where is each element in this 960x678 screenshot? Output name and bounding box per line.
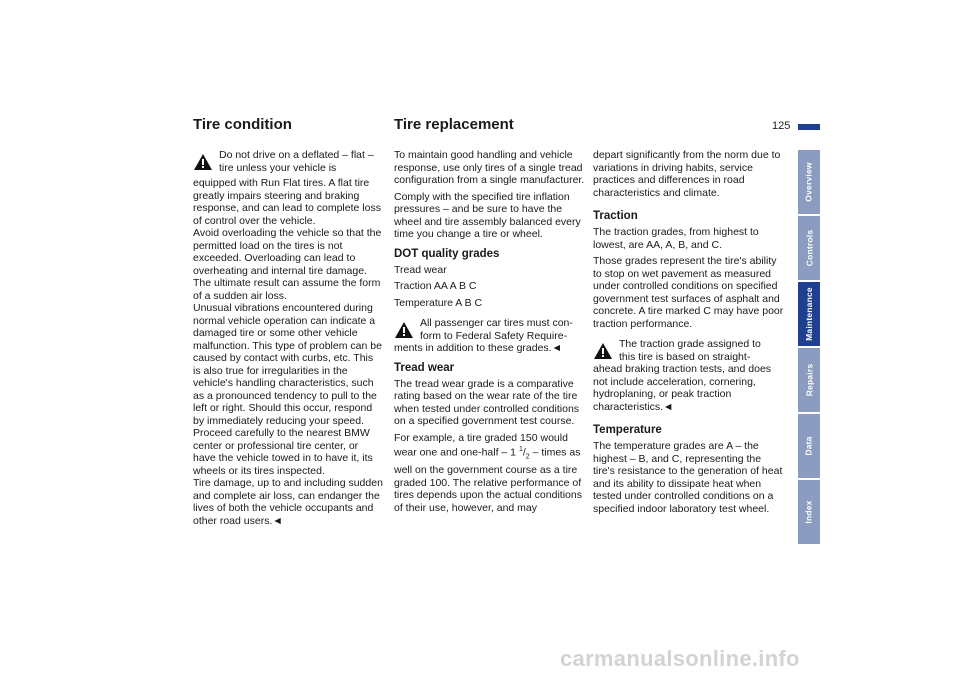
body-text: The traction grades, from highest to lowest, are AA, A, B, and C. bbox=[593, 226, 759, 251]
warning-block bbox=[193, 149, 383, 174]
warning-block bbox=[394, 317, 586, 355]
warning-block bbox=[593, 338, 785, 413]
end-mark: ◄ bbox=[272, 514, 283, 527]
dot-line: Temperature A B C bbox=[394, 296, 483, 309]
warning-line: The traction grade assigned to bbox=[619, 338, 761, 350]
dot-line: Traction AA A B C bbox=[394, 280, 477, 292]
end-mark: ◄ bbox=[663, 400, 674, 413]
warning-line: form to Federal Safety Require- bbox=[420, 329, 568, 342]
tab-index[interactable] bbox=[798, 480, 820, 544]
fraction-numerator: 1 bbox=[518, 446, 523, 453]
tab-index-label: Index bbox=[804, 500, 815, 524]
body-text: The tread wear grade is a comparative rating based on the wear rate of the tire when tested under controlled conditions on a specified government test course. bbox=[394, 377, 580, 427]
section-heading: DOT quality grades bbox=[394, 247, 500, 260]
body-text: Those grades represent the tire's ability to stop on wet pavement as measured under controlled conditions on specified government test surfaces of asphalt and concrete. A tire marked C may have poor traction performance. bbox=[593, 255, 784, 330]
warning-triangle-icon bbox=[193, 153, 213, 171]
end-mark: ◄ bbox=[551, 342, 563, 354]
section-heading: Traction bbox=[593, 210, 638, 222]
dot-line: Tread wear bbox=[394, 263, 447, 276]
watermark: carmanualsonline.info bbox=[560, 646, 800, 671]
body-text: Comply with the specified tire inflation pressures – and be sure to have the wheel and tire assembly balanced every time you change a tire or wheel. bbox=[394, 190, 581, 240]
tab-overview[interactable] bbox=[798, 150, 820, 214]
warning-line: tire unless your vehicle is bbox=[219, 161, 337, 174]
side-tab-nav bbox=[798, 150, 820, 546]
tab-controls[interactable] bbox=[798, 216, 820, 280]
warning-line: All passenger car tires must con- bbox=[420, 317, 573, 329]
body-text-part: For example, a tire graded 150 would wear one and one-half – 1 bbox=[394, 431, 568, 459]
body-text-part: – times as well on the government course as a tire graded 100. The relative performance of tires depends upon the actual conditions of their use, however, and may bbox=[394, 446, 582, 514]
page-number: 125 bbox=[772, 120, 791, 132]
tab-maintenance-label: Maintenance bbox=[804, 287, 814, 341]
warning-triangle-icon bbox=[394, 321, 414, 339]
section-heading: Temperature bbox=[593, 424, 662, 436]
tab-maintenance[interactable] bbox=[798, 282, 820, 346]
tire-replacement-title: Tire replacement bbox=[394, 116, 514, 133]
right-column bbox=[593, 149, 785, 519]
fraction-denominator: 2 bbox=[525, 453, 530, 461]
warning-text: ments in addition to these grades. bbox=[394, 342, 552, 354]
tab-controls-label: Controls bbox=[804, 229, 815, 267]
section-heading: Tread wear bbox=[394, 361, 455, 374]
tire-condition-title: Tire condition bbox=[193, 116, 292, 133]
body-text: The temperature grades are A – the highest – B, and C, representing the tire's resistance to the generation of heat and its ability to dissipate heat when tested under controlled conditions on a specified indoor laboratory test wheel. bbox=[593, 440, 783, 515]
warning-line: Do not drive on a deflated – flat – bbox=[219, 149, 374, 161]
warning-line: this tire is based on straight- bbox=[619, 350, 751, 363]
tab-repairs-label: Repairs bbox=[804, 363, 814, 397]
body-text: depart significantly from the norm due to variations in driving habits, service practices and differences in road characteristics and climate. bbox=[593, 149, 781, 199]
warning-triangle-icon bbox=[593, 342, 613, 360]
warning-text: ahead braking traction tests, and does not include acceleration, cornering, hydroplaning, or peak traction characteristics. bbox=[593, 363, 772, 413]
tab-data-label: Data bbox=[803, 436, 814, 456]
page-number-bar bbox=[798, 124, 820, 130]
tab-repairs[interactable] bbox=[798, 348, 820, 412]
tab-overview-label: Overview bbox=[804, 162, 814, 202]
tab-data[interactable] bbox=[798, 414, 820, 478]
body-text: For example, a tire graded 150 would wear one and one-half – 1 $^1/_2$ – times as well on the government course as a tire graded 100. The relative performance of tires depends upon the actual conditions of their use, however, and may bbox=[394, 431, 582, 514]
body-text: equipped with Run Flat tires. A flat tire greatly impairs steering and braking response, and can lead to complete loss of control over the vehicle. Avoid overloading the vehicle so that the permitted load on the tires is not exceeded. Overloading can lead to overheating and internal tire damage. The ultimate result can assume the form of a sudden air loss. Unusual vibrations encountered during normal vehicle operation can indicate a damaged tire or some other vehicle malfunction. This type of problem can be caused by contact with curbs, etc. This is also true for irregularities in the vehicle's handling characteristics, such as a pronounced tendency to pull to the left or right. Should this occur, respond by immediately reducing your speed. Proceed carefully to the nearest BMW center or professional tire center, or have the vehicle towed in to have it, its wheels or its tires inspected. Tire damage, up to and including sudden and complete air loss, can endanger the lives of both the vehicle occupants and other road users. bbox=[193, 177, 383, 527]
body-text: To maintain good handling and vehicle response, use only tires of a single tread configuration from a single manufacturer. bbox=[394, 149, 585, 186]
left-column bbox=[193, 149, 383, 531]
middle-column bbox=[394, 149, 586, 518]
